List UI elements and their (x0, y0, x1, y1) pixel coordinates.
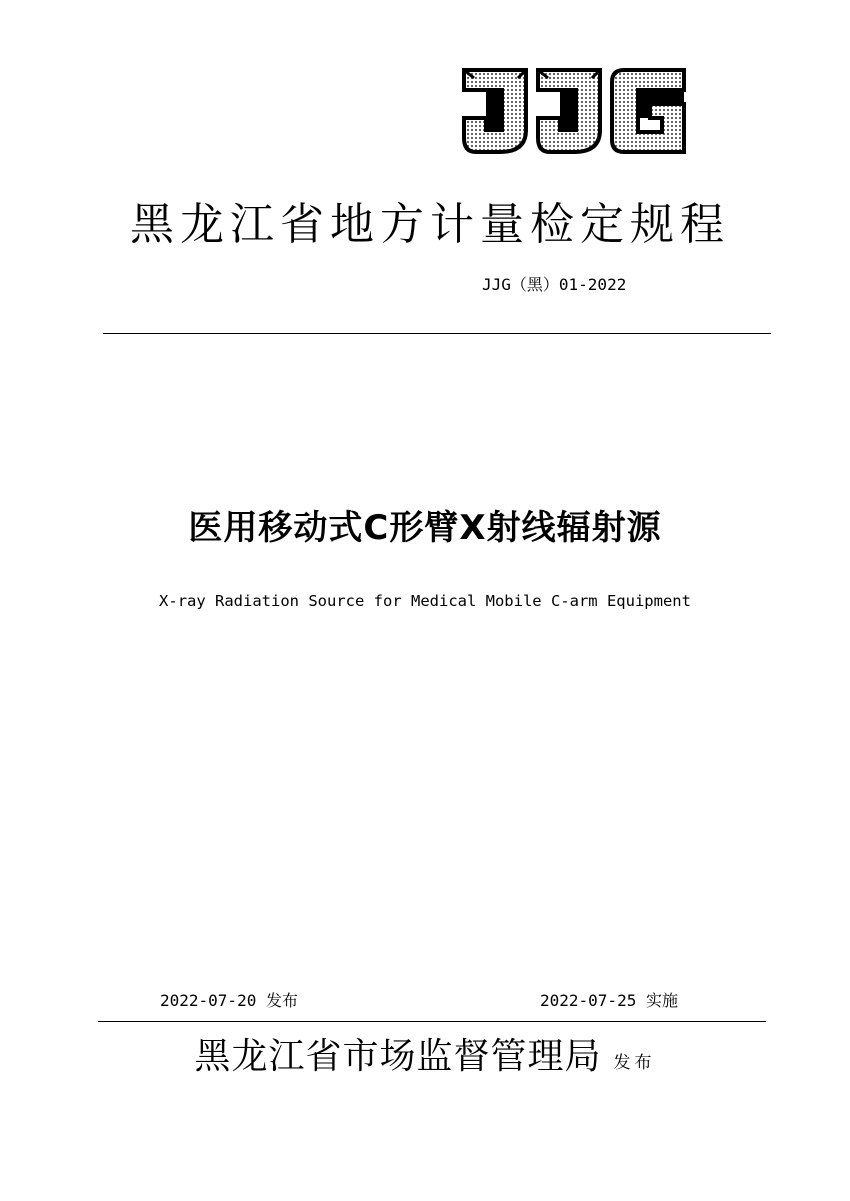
document-title-english: X-ray Radiation Source for Medical Mobile C-arm Equipment (159, 592, 691, 610)
jjg-logo-graphic (458, 64, 690, 158)
jjg-logo (458, 64, 690, 158)
issue-label: 发布 (613, 1053, 656, 1073)
standard-code: JJG（黑）01-2022 (482, 275, 627, 294)
issuing-authority: 黑龙江省市场监督管理局 (194, 1036, 602, 1077)
publish-date: 2022-07-20 发布 (160, 991, 298, 1010)
bottom-divider (98, 1021, 766, 1022)
issuer-line (0, 1028, 850, 1079)
top-divider (103, 333, 771, 334)
regulation-series-title: 黑龙江省地方计量检定规程 (130, 199, 730, 250)
document-title-chinese: 医用移动式C形臂X射线辐射源 (188, 508, 662, 548)
implement-date: 2022-07-25 实施 (540, 991, 678, 1010)
